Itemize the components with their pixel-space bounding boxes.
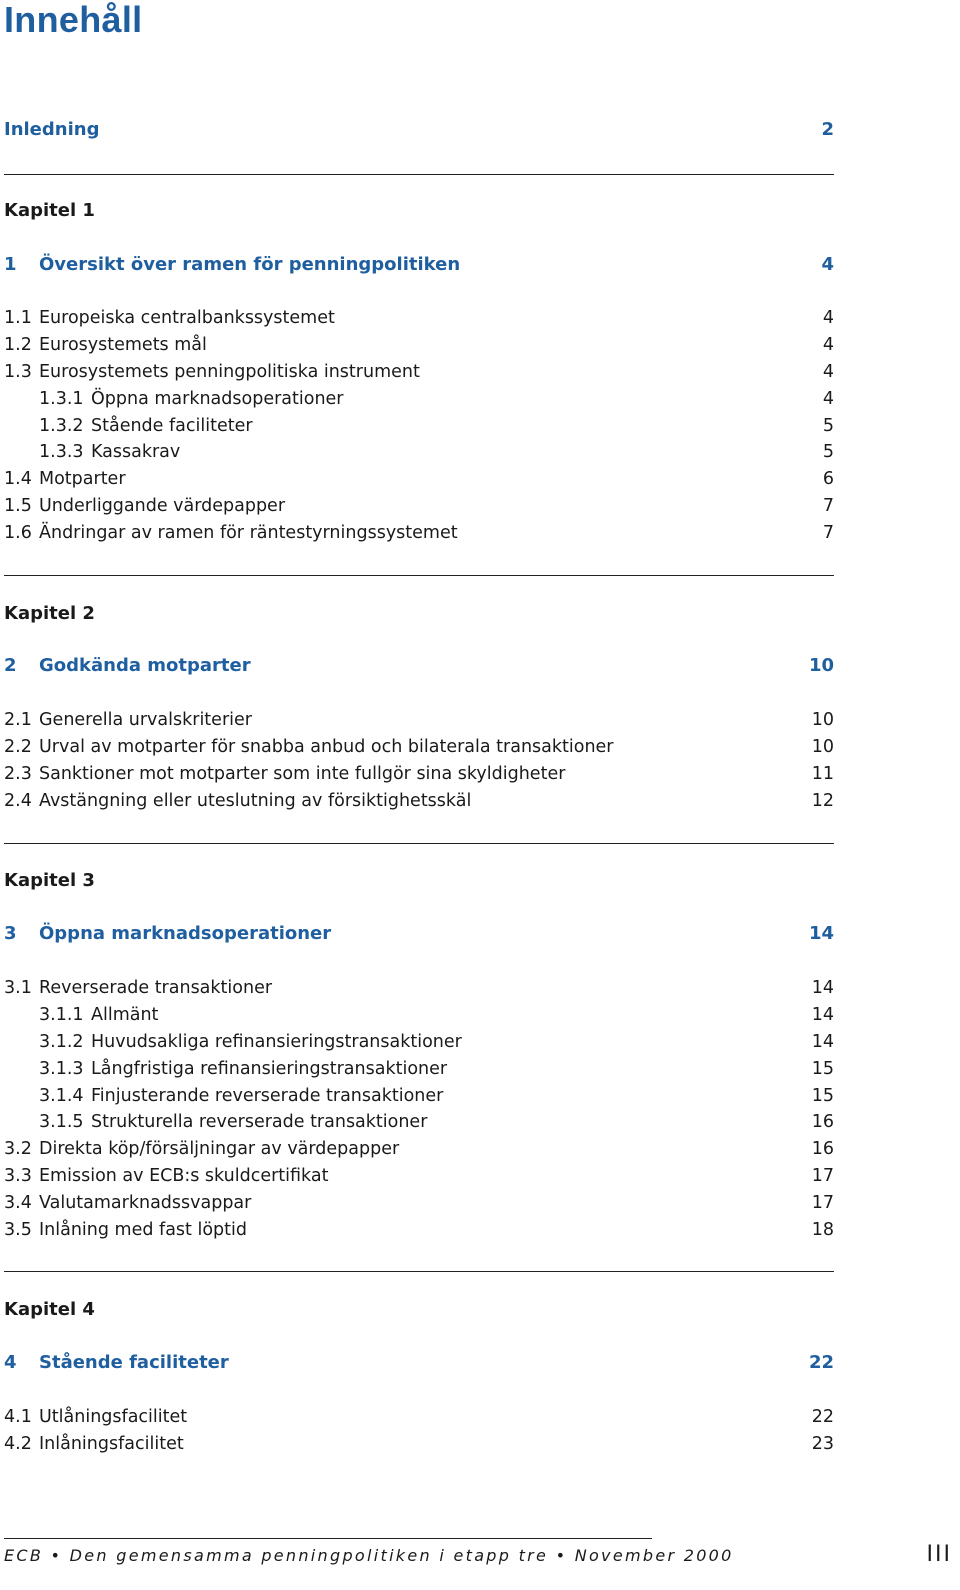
toc-entry[interactable] — [4, 332, 834, 358]
toc-num: 2.3 — [4, 764, 32, 784]
toc-label: Stående faciliteter — [39, 1352, 229, 1373]
toc-num: 3 — [4, 923, 17, 944]
toc-intro[interactable] — [4, 117, 834, 143]
toc-page: 7 — [822, 496, 834, 516]
toc-page: 18 — [811, 1220, 834, 1240]
toc-entry[interactable] — [4, 1217, 834, 1243]
toc-entry[interactable] — [4, 1431, 834, 1457]
toc-chapter-heading[interactable] — [4, 1350, 834, 1376]
toc-num: 4.1 — [4, 1407, 32, 1427]
chapter-label: Kapitel 4 — [4, 1299, 95, 1320]
toc-label: Avstängning eller uteslutning av försiktighetsskäl — [39, 791, 472, 811]
toc-label: Urval av motparter för snabba anbud och bilaterala transaktioner — [39, 737, 614, 757]
running-footer: ECB • Den gemensamma penningpolitiken i etapp tre • November 2000 — [4, 1546, 734, 1565]
toc-page: 14 — [811, 978, 834, 998]
toc-entry[interactable] — [4, 305, 834, 331]
toc-entry[interactable] — [4, 975, 834, 1001]
toc-page: 5 — [822, 442, 834, 462]
toc-label: Översikt över ramen för penningpolitiken — [39, 254, 461, 275]
toc-num: 4 — [4, 1352, 17, 1373]
toc-page: 16 — [811, 1139, 834, 1159]
toc-page: 6 — [822, 469, 834, 489]
toc-num: 2 — [4, 655, 17, 676]
toc-num: 1.4 — [4, 469, 32, 489]
toc-entry[interactable] — [4, 1109, 834, 1135]
toc-page: 16 — [811, 1112, 834, 1132]
toc-num: 1.3.1 — [39, 389, 84, 409]
toc-label: Kassakrav — [91, 442, 181, 462]
toc-chapter-heading[interactable] — [4, 653, 834, 679]
toc-entry[interactable] — [4, 1163, 834, 1189]
toc-num: 3.5 — [4, 1220, 32, 1240]
toc-num: 1.6 — [4, 523, 32, 543]
toc-num: 1.1 — [4, 308, 32, 328]
toc-label: Strukturella reverserade transaktioner — [91, 1112, 428, 1132]
toc-label: Ändringar av ramen för räntestyrningssystemet — [39, 523, 458, 543]
toc-num: 3.1.1 — [39, 1005, 84, 1025]
toc-num: 2.2 — [4, 737, 32, 757]
toc-label: Öppna marknadsoperationer — [39, 923, 332, 944]
toc-num: 4.2 — [4, 1434, 32, 1454]
toc-label: Reverserade transaktioner — [39, 978, 273, 998]
toc-label: Direkta köp/försäljningar av värdepapper — [39, 1139, 400, 1159]
toc-entry[interactable] — [4, 1136, 834, 1162]
toc-page: 4 — [822, 308, 834, 328]
toc-page: 14 — [811, 1032, 834, 1052]
toc-entry[interactable] — [4, 788, 834, 814]
toc-page: 4 — [822, 389, 834, 409]
toc-num: 1.5 — [4, 496, 32, 516]
divider — [4, 1271, 834, 1272]
toc-entry[interactable] — [4, 761, 834, 787]
toc-page: 10 — [808, 655, 834, 676]
toc-page: 22 — [811, 1407, 834, 1427]
toc-label: Motparter — [39, 469, 126, 489]
toc-num: 3.4 — [4, 1193, 32, 1213]
toc-entry[interactable] — [4, 386, 834, 412]
toc-label: Eurosystemets mål — [39, 335, 207, 355]
toc-intro-page: 2 — [821, 119, 834, 140]
toc-label: Europeiska centralbankssystemet — [39, 308, 335, 328]
chapter-label: Kapitel 1 — [4, 200, 95, 221]
toc-page: 15 — [811, 1086, 834, 1106]
toc-chapter-heading[interactable] — [4, 921, 834, 947]
toc-num: 2.4 — [4, 791, 32, 811]
toc-label: Inlåningsfacilitet — [39, 1434, 184, 1454]
chapter-label: Kapitel 2 — [4, 603, 95, 624]
toc-page: 4 — [822, 335, 834, 355]
chapter-label: Kapitel 3 — [4, 870, 95, 891]
toc-label: Sanktioner mot motparter som inte fullgör sina skyldigheter — [39, 764, 566, 784]
toc-label: Godkända motparter — [39, 655, 251, 676]
toc-entry[interactable] — [4, 1056, 834, 1082]
toc-num: 1.3.2 — [39, 416, 84, 436]
divider — [4, 843, 834, 844]
toc-label: Inlåning med fast löptid — [39, 1220, 247, 1240]
toc-num: 3.1 — [4, 978, 32, 998]
toc-entry[interactable] — [4, 707, 834, 733]
toc-entry[interactable] — [4, 520, 834, 546]
toc-label: Allmänt — [91, 1005, 159, 1025]
toc-num: 3.1.2 — [39, 1032, 84, 1052]
toc-num: 1.3 — [4, 362, 32, 382]
toc-page: 17 — [811, 1166, 834, 1186]
toc-label: Finjusterande reverserade transaktioner — [91, 1086, 444, 1106]
toc-num: 1.3.3 — [39, 442, 84, 462]
toc-label: Eurosystemets penningpolitiska instrument — [39, 362, 420, 382]
divider — [4, 575, 834, 576]
toc-page: 7 — [822, 523, 834, 543]
toc-num: 2.1 — [4, 710, 32, 730]
toc-label: Stående faciliteter — [91, 416, 253, 436]
toc-num: 3.1.3 — [39, 1059, 84, 1079]
toc-page: 23 — [811, 1434, 834, 1454]
divider — [4, 174, 834, 175]
toc-page: 14 — [811, 1005, 834, 1025]
toc-page: 22 — [808, 1352, 834, 1373]
toc-num: 3.1.5 — [39, 1112, 84, 1132]
toc-label: Generella urvalskriterier — [39, 710, 252, 730]
toc-page: 10 — [811, 737, 834, 757]
page-title: Innehåll — [4, 0, 143, 40]
toc-page: 17 — [811, 1193, 834, 1213]
toc-num: 1 — [4, 254, 17, 275]
toc-num: 1.2 — [4, 335, 32, 355]
toc-entry[interactable] — [4, 1083, 834, 1109]
toc-page: 15 — [811, 1059, 834, 1079]
toc-page: 4 — [821, 254, 834, 275]
toc-entry[interactable] — [4, 734, 834, 760]
toc-entry[interactable] — [4, 1404, 834, 1430]
toc-entry[interactable] — [4, 1029, 834, 1055]
toc-entry[interactable] — [4, 1002, 834, 1028]
toc-chapter-heading[interactable] — [4, 252, 834, 278]
toc-label: Valutamarknadssvappar — [39, 1193, 252, 1213]
toc-page: 5 — [822, 416, 834, 436]
toc-label: Emission av ECB:s skuldcertifikat — [39, 1166, 329, 1186]
toc-label: Underliggande värdepapper — [39, 496, 286, 516]
toc-label: Huvudsakliga refinansieringstransaktioner — [91, 1032, 462, 1052]
toc-entry[interactable] — [4, 359, 834, 385]
toc-intro-label: Inledning — [4, 119, 100, 140]
toc-entry[interactable] — [4, 1190, 834, 1216]
toc-page: 12 — [811, 791, 834, 811]
toc-num: 3.2 — [4, 1139, 32, 1159]
toc-num: 3.1.4 — [39, 1086, 84, 1106]
toc-label: Utlåningsfacilitet — [39, 1407, 188, 1427]
toc-page: 4 — [822, 362, 834, 382]
footer-divider — [4, 1538, 652, 1539]
toc-label: Långfristiga refinansieringstransaktioner — [91, 1059, 448, 1079]
toc-entry[interactable] — [4, 413, 834, 439]
page-number: III — [926, 1542, 952, 1567]
toc-label: Öppna marknadsoperationer — [91, 389, 344, 409]
toc-entry[interactable] — [4, 439, 834, 465]
toc-entry[interactable] — [4, 493, 834, 519]
toc-entry[interactable] — [4, 466, 834, 492]
toc-num: 3.3 — [4, 1166, 32, 1186]
toc-page: 11 — [811, 764, 834, 784]
toc-page: 14 — [808, 923, 834, 944]
toc-page: 10 — [811, 710, 834, 730]
